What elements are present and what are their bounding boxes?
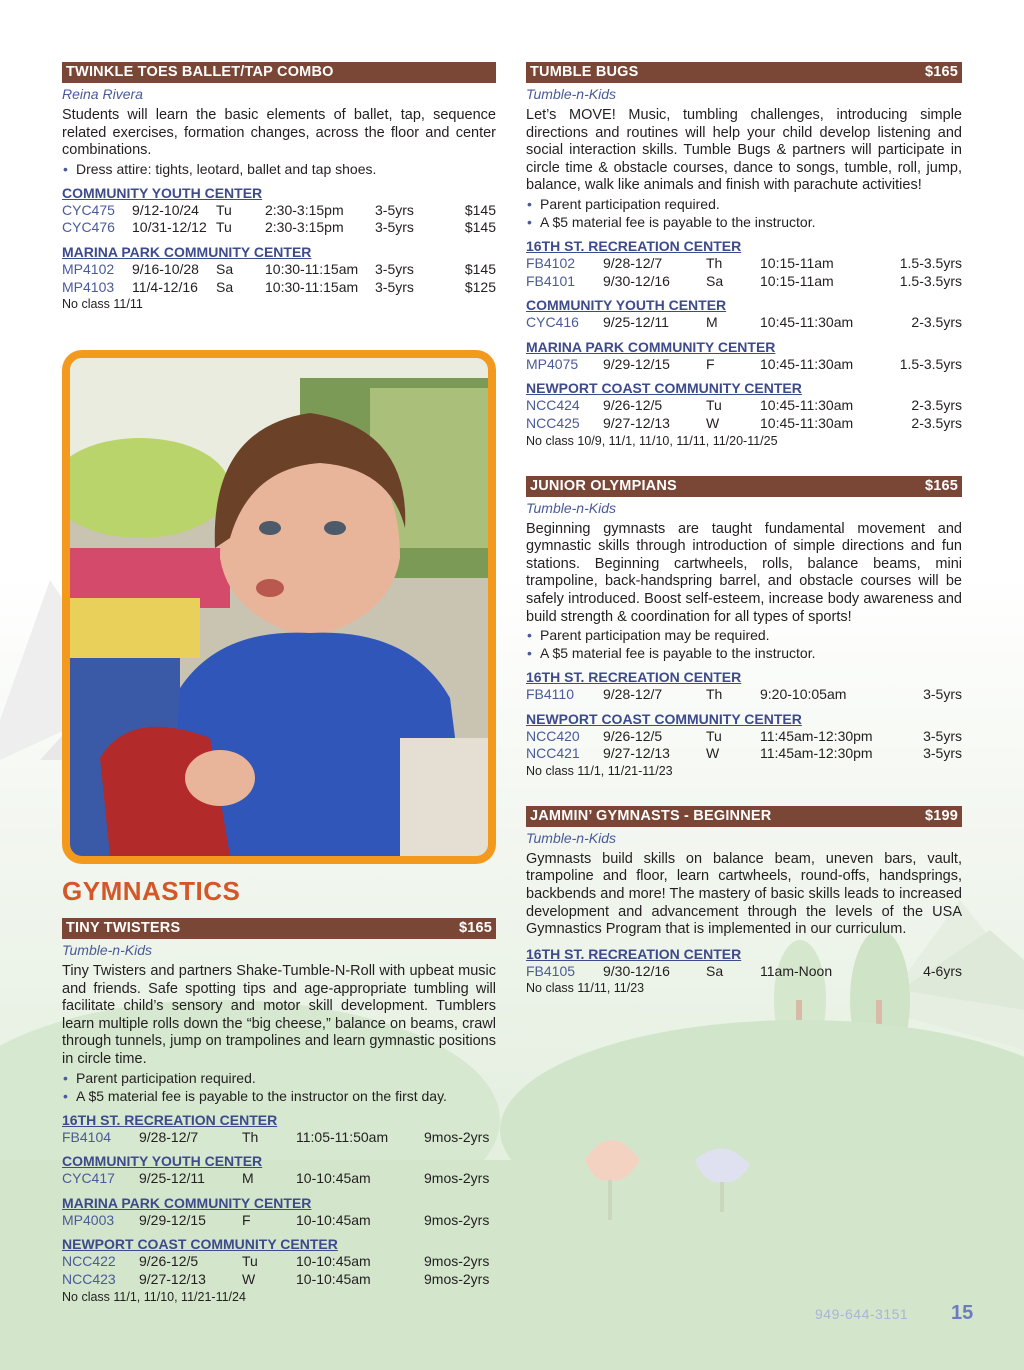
course-code[interactable]: NCC423 [62,1270,116,1287]
course-code[interactable]: CYC417 [62,1170,115,1187]
time: 11am-Noon [760,962,833,979]
class-header [526,806,962,827]
schedule-row [62,1271,496,1289]
dates: 9/26-12/5 [139,1253,199,1270]
dates: 9/26-12/5 [603,727,663,744]
center-block [526,338,962,374]
fee: $145 [464,219,496,236]
bullet-item: • Parent participation required. [526,195,962,213]
center-name[interactable]: MARINA PARK COMMUNITY CENTER [62,243,312,260]
day: W [242,1270,256,1287]
dates: 9/28-12/7 [603,686,663,703]
dates: 9/27-12/13 [603,414,670,431]
bullet-item: • Parent participation may be required. [526,626,962,644]
dates: 9/30-12/16 [603,962,670,979]
day: Sa [706,272,724,289]
ages: 1.5-3.5yrs [899,355,962,372]
course-code[interactable]: MP4003 [62,1211,115,1228]
day: Sa [216,260,234,277]
ages: 3-5yrs [923,727,962,744]
center-name[interactable]: 16TH ST. RECREATION CENTER [526,237,742,254]
class-title: TWINKLE TOES BALLET/TAP COMBO [66,64,334,80]
schedule-row [62,1212,496,1230]
day: W [706,745,720,762]
course-code[interactable]: NCC424 [526,397,580,414]
class-tiny-twisters [62,918,496,1306]
center-name[interactable]: COMMUNITY YOUTH CENTER [62,184,263,201]
schedule-row [526,314,962,332]
schedule-row [62,1170,496,1188]
course-code[interactable]: CYC416 [526,314,579,331]
schedule-row [62,202,496,220]
class-description: Gymnasts build skills on balance beam, uneven bars, vault, trampoline and floor, learn cartwheels, round-offs, handsprings, backbends and more! The mastery of basic skills leads to increased development and advancement through the levels of the USA Gymnastics Program that is implemented in our curriculum. [526,850,962,938]
day: Tu [706,397,722,414]
no-class-note: No class 10/9, 11/1, 11/10, 11/11, 11/20-11/25 [526,433,778,448]
time: 10:30-11:15am [265,278,359,295]
time: 10:45-11:30am [760,355,854,372]
day: W [706,414,720,431]
day: M [706,314,718,331]
time: 10-10:45am [296,1253,371,1270]
page-number: 15 [951,1302,974,1324]
day: Tu [706,727,722,744]
center-block [526,668,962,704]
day: F [706,355,715,372]
time: 11:45am-12:30pm [760,727,873,744]
no-class-note: No class 11/1, 11/10, 11/21-11/24 [62,1289,246,1304]
bullet-item: • Parent participation required. [62,1069,496,1087]
right-column [526,62,962,997]
class-price: $165 [924,64,958,80]
instructor-name: Tumble-n-Kids [526,829,616,846]
course-code[interactable]: CYC475 [62,201,115,218]
no-class-note: No class 11/11 [62,297,143,312]
class-twinkle-toes [62,62,496,313]
course-code[interactable]: NCC420 [526,727,580,744]
dates: 9/12-10/24 [132,201,199,218]
course-code[interactable]: FB4110 [526,686,574,703]
dates: 9/30-12/16 [603,272,670,289]
class-header [62,62,496,83]
ages: 9mos-2yrs [424,1270,490,1287]
ages: 3-5yrs [375,260,414,277]
day: Tu [242,1253,258,1270]
dates: 9/27-12/13 [603,745,670,762]
center-name[interactable]: 16TH ST. RECREATION CENTER [526,669,742,686]
schedule-row [526,963,962,981]
class-title: TUMBLE BUGS [530,64,639,80]
instructor-name: Tumble-n-Kids [526,499,616,516]
course-code[interactable]: FB4101 [526,272,576,289]
ages: 9mos-2yrs [424,1170,490,1187]
dates: 9/25-12/11 [139,1170,205,1187]
toddler-illustration [70,358,488,856]
center-name[interactable]: 16TH ST. RECREATION CENTER [62,1111,278,1128]
course-code[interactable]: NCC421 [526,745,580,762]
bullet-item: • A $5 material fee is payable to the instructor. [526,213,962,231]
center-block [62,243,496,296]
ages: 9mos-2yrs [424,1211,490,1228]
instructor-name: Tumble-n-Kids [526,86,616,102]
day: Tu [216,219,232,236]
footer-phone[interactable]: 949-644-3151 [815,1306,909,1322]
time: 10:45-11:30am [760,397,854,414]
schedule-row [62,279,496,297]
course-code[interactable]: MP4075 [526,355,579,372]
bullet-list [526,195,962,231]
dates: 9/27-12/13 [139,1270,206,1287]
schedule-row [526,415,962,433]
center-block [62,184,496,237]
time: 11:45am-12:30pm [760,745,873,762]
dates: 9/28-12/7 [139,1128,199,1145]
class-price: $165 [458,920,492,936]
schedule-row [62,219,496,237]
time: 9:20-10:05am [760,686,847,703]
bullet-list [526,626,962,662]
time: 10:45-11:30am [760,414,854,431]
ages: 4-6yrs [923,962,962,979]
bullet-item: • A $5 material fee is payable to the instructor on the first day. [62,1087,496,1105]
ages: 3-5yrs [375,219,414,236]
center-block [62,1111,496,1147]
ages: 3-5yrs [375,201,414,218]
class-description: Tiny Twisters and partners Shake-Tumble-N-Roll with upbeat music and friends. Safe spotting tips and age-appropriate tumbling will facilitate child’s sensory and motor skill development. Tumblers learn multiple rolls down the “big cheese,” balance on beams, crawl through tunnels, jump on trampolines and learn gymnastic positions in circle time. [62,963,496,1067]
time: 2:30-3:15pm [265,201,344,218]
schedule-row [526,728,962,746]
center-block [62,1194,496,1230]
course-code[interactable]: NCC422 [62,1253,116,1270]
dates: 9/29-12/15 [139,1211,206,1228]
ages: 2-3.5yrs [911,314,962,331]
center-block [526,710,962,763]
time: 11:05-11:50am [296,1128,389,1145]
center-block [526,237,962,290]
ages: 2-3.5yrs [911,414,962,431]
class-junior-olympians [526,476,962,780]
bullet-item: • Dress attire: tights, leotard, ballet and tap shoes. [62,160,496,178]
day: Sa [216,278,234,295]
day: Th [706,254,723,271]
schedule-row [526,356,962,374]
time: 10:45-11:30am [760,314,854,331]
photo-frame [62,350,496,864]
course-code[interactable]: NCC425 [526,414,580,431]
class-header [62,918,496,939]
instructor-name: Tumble-n-Kids [62,942,152,958]
day: Sa [706,962,724,979]
center-block [62,1152,496,1188]
dates: 9/16-10/28 [132,260,199,277]
center-name[interactable]: COMMUNITY YOUTH CENTER [526,297,727,314]
day: M [242,1170,254,1187]
class-title: JAMMIN’ GYMNASTS - BEGINNER [530,807,772,824]
fee: $125 [464,278,496,295]
course-code[interactable]: MP4102 [62,260,115,277]
dates: 9/28-12/7 [603,254,663,271]
class-description: Students will learn the basic elements of ballet, tap, sequence related exercises, formation changes, across the floor and center combinations. [62,107,496,159]
ages: 9mos-2yrs [424,1253,490,1270]
schedule-row [62,1253,496,1271]
schedule-row [62,1129,496,1147]
schedule-row [526,686,962,704]
time: 10-10:45am [296,1170,371,1187]
center-name[interactable]: NEWPORT COAST COMMUNITY CENTER [526,380,802,397]
center-name[interactable]: NEWPORT COAST COMMUNITY CENTER [526,710,802,727]
day: F [242,1211,251,1228]
course-code[interactable]: MP4103 [62,278,115,295]
class-price: $165 [924,477,958,494]
day: Tu [216,201,232,218]
class-description: Let’s MOVE! Music, tumbling challenges, introducing simple directions and routines will help your child develop listening and social interaction skills. Tumble Bugs & partners will participate in circle time & obstacle courses, dance to songs, tumble, roll, jump, balance, walk like animals and finish with parachute activities! [526,107,962,194]
section-title: GYMNASTICS [62,876,241,906]
dates: 11/4-12/16 [132,278,198,295]
gymnastics-section [62,876,496,1306]
class-tumble-bugs [526,62,962,450]
course-code[interactable]: CYC476 [62,219,115,236]
class-title: JUNIOR OLYMPIANS [530,477,677,494]
time: 10:30-11:15am [265,260,359,277]
schedule-row [526,397,962,415]
no-class-note: No class 11/11, 11/23 [526,981,645,996]
center-block [526,945,962,981]
left-column [62,62,496,313]
time: 10-10:45am [296,1211,371,1228]
center-name[interactable]: NEWPORT COAST COMMUNITY CENTER [62,1236,338,1253]
ages: 9mos-2yrs [424,1128,490,1145]
course-code[interactable]: FB4102 [526,254,576,271]
dates: 10/31-12/12 [132,219,207,236]
dates: 9/26-12/5 [603,397,663,414]
center-name[interactable]: MARINA PARK COMMUNITY CENTER [526,338,776,355]
center-name[interactable]: COMMUNITY YOUTH CENTER [62,1153,263,1170]
class-header [526,62,962,83]
toddler-photo [70,358,488,856]
center-name[interactable]: MARINA PARK COMMUNITY CENTER [62,1194,312,1211]
class-jammin-gymnasts [526,806,962,998]
fee: $145 [464,201,496,218]
ages: 1.5-3.5yrs [899,272,962,289]
time: 10:15-11am [760,272,834,289]
dates: 9/29-12/15 [603,355,670,372]
center-block [526,379,962,432]
instructor-name: Reina Rivera [62,86,143,102]
ages: 3-5yrs [923,686,962,703]
class-price: $199 [924,807,958,824]
schedule-row [526,745,962,763]
ages: 2-3.5yrs [911,397,962,414]
dates: 9/25-12/11 [603,314,669,331]
ages: 3-5yrs [923,745,962,762]
course-code[interactable]: FB4105 [526,962,576,979]
ages: 1.5-3.5yrs [899,254,962,271]
time: 10-10:45am [296,1270,371,1287]
no-class-note: No class 11/1, 11/21-11/23 [526,763,673,778]
class-title: TINY TWISTERS [66,920,181,936]
class-description: Beginning gymnasts are taught fundamental movement and gymnastic skills through introduction of simple directions and fun stations. Beginning cartwheels, rolls, balance beams, mini trampoline, back-handspring barrel, and obstacle courses will be safely introduced. Boost self-esteem, increase body awareness and build strength & coordination for all types of sports! [526,520,962,625]
time: 2:30-3:15pm [265,219,344,236]
center-block [62,1235,496,1288]
bullet-list [62,1069,496,1105]
time: 10:15-11am [760,254,834,271]
class-header [526,476,962,497]
ages: 3-5yrs [375,278,414,295]
bullet-item: • A $5 material fee is payable to the instructor. [526,644,962,662]
center-block [526,296,962,332]
schedule-row [526,255,962,273]
bullet-list [62,160,496,178]
center-name[interactable]: 16TH ST. RECREATION CENTER [526,945,742,962]
schedule-row [62,261,496,279]
fee: $145 [464,260,496,277]
course-code[interactable]: FB4104 [62,1128,112,1145]
day: Th [242,1128,259,1145]
day: Th [706,686,723,703]
schedule-row [526,273,962,291]
